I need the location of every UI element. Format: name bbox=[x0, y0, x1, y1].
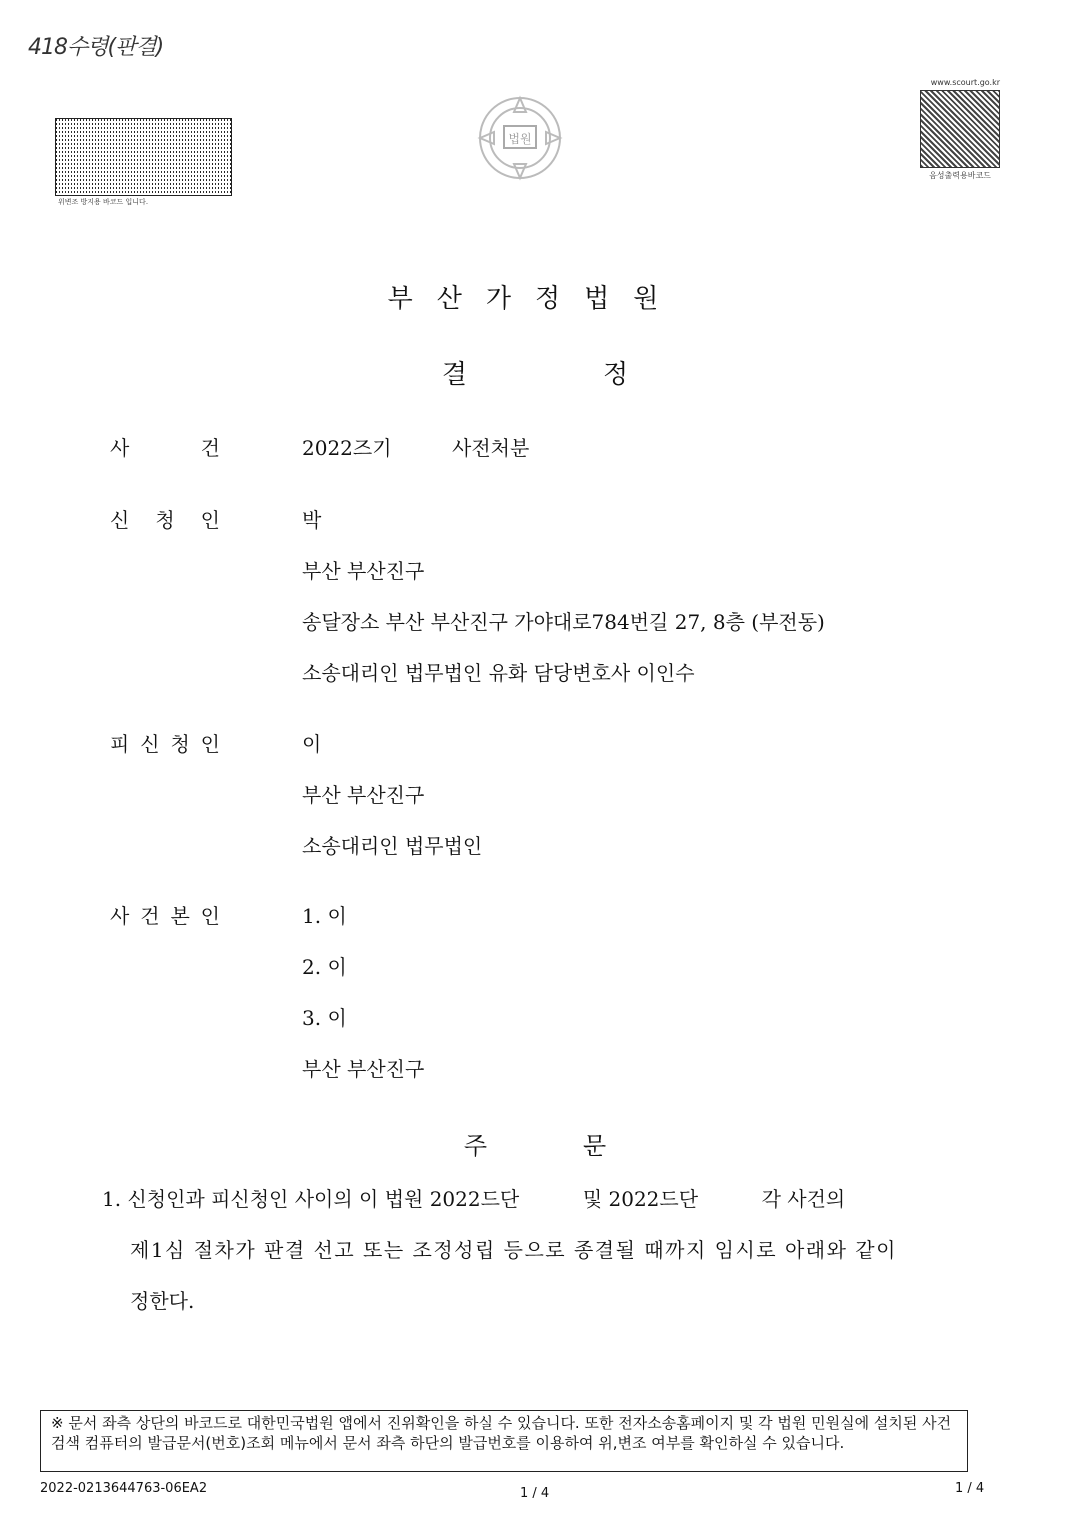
principals-address: 부산 부산진구 bbox=[302, 1057, 425, 1081]
order-heading bbox=[0, 1126, 1070, 1161]
order-line-2: 제1심 절차가 판결 선고 또는 조정성립 등으로 종결될 때까지 임시로 아래와 같이 bbox=[130, 1238, 897, 1262]
label-char: 건 bbox=[200, 436, 220, 460]
respondent-counsel: 소송대리인 법무법인 bbox=[302, 834, 483, 858]
label-char: 청 bbox=[155, 508, 175, 532]
applicant-counsel: 소송대리인 법무법인 유화 담당변호사 이인수 bbox=[302, 661, 695, 685]
handwritten-note: 418수령(판결) bbox=[28, 35, 164, 60]
page-number-right: 1 / 4 bbox=[955, 1481, 985, 1496]
label-char: 신 bbox=[110, 508, 130, 532]
order-heading-char-2: 문 bbox=[583, 1132, 607, 1160]
respondent-address: 부산 부산진구 bbox=[302, 783, 425, 807]
seal-text: 법원 bbox=[508, 132, 532, 146]
label-char: 청 bbox=[170, 732, 190, 756]
court-seal-icon bbox=[470, 92, 570, 184]
document-type bbox=[0, 354, 1070, 391]
applicant-service-address: 송달장소 부산 부산진구 가야대로784번길 27, 8층 (부전동) bbox=[302, 610, 825, 634]
label-char: 신 bbox=[140, 732, 160, 756]
voice-output-barcode bbox=[920, 90, 1000, 168]
verification-notice: ※ 문서 좌측 상단의 바코드로 대한민국법원 앱에서 진위확인을 하실 수 있습니다. 또한 전자소송홈페이지 및 각 법원 민원실에 설치된 사건검색 컴퓨터의 발급문서(번호)조회 메뉴에서 문서 좌측 하단의 발급번호를 이용하여 위,변조 여부를 확인하실 수 있습니다. bbox=[40, 1410, 968, 1472]
label-char: 본 bbox=[170, 904, 190, 928]
principals-label bbox=[110, 900, 220, 929]
barcode-caption: 위변조 방지용 바코드 입니다. bbox=[58, 198, 149, 206]
page-number-center: 1 / 4 bbox=[520, 1486, 550, 1501]
label-char: 인 bbox=[200, 732, 220, 756]
label-char: 피 bbox=[110, 732, 130, 756]
order-heading-char-1: 주 bbox=[463, 1132, 487, 1160]
label-char: 사 bbox=[110, 904, 130, 928]
applicant-label bbox=[110, 504, 220, 533]
anti-forgery-barcode bbox=[55, 118, 232, 196]
order-line-1: 1. 신청인과 피신청인 사이의 이 법원 2022드단 및 2022드단 각 사건의 bbox=[102, 1187, 846, 1211]
label-char: 인 bbox=[200, 904, 220, 928]
case-label bbox=[110, 432, 220, 461]
principal-1: 1. 이 bbox=[302, 904, 347, 928]
case-label-text bbox=[110, 432, 220, 461]
case-title: 사전처분 bbox=[452, 436, 530, 460]
label-char: 건 bbox=[140, 904, 160, 928]
label-char: 사 bbox=[110, 436, 130, 460]
label-char: 인 bbox=[200, 508, 220, 532]
applicant-name: 박 bbox=[302, 508, 322, 532]
qr-url: www.scourt.go.kr bbox=[930, 78, 1000, 87]
principal-2: 2. 이 bbox=[302, 955, 347, 979]
case-number: 2022즈기 bbox=[302, 436, 392, 460]
court-name: 부산가정법원 bbox=[387, 284, 683, 314]
qr-caption: 음성출력용바코드 bbox=[929, 171, 991, 180]
principal-3: 3. 이 bbox=[302, 1006, 347, 1030]
respondent-name: 이 bbox=[302, 732, 322, 756]
order-line-3: 정한다. bbox=[130, 1289, 195, 1313]
doc-type-char-2: 정 bbox=[603, 360, 629, 390]
doc-type-char-1: 결 bbox=[441, 360, 467, 390]
respondent-label bbox=[110, 728, 220, 757]
applicant-address: 부산 부산진구 bbox=[302, 559, 425, 583]
issue-number: 2022-0213644763-06EA2 bbox=[40, 1481, 208, 1496]
